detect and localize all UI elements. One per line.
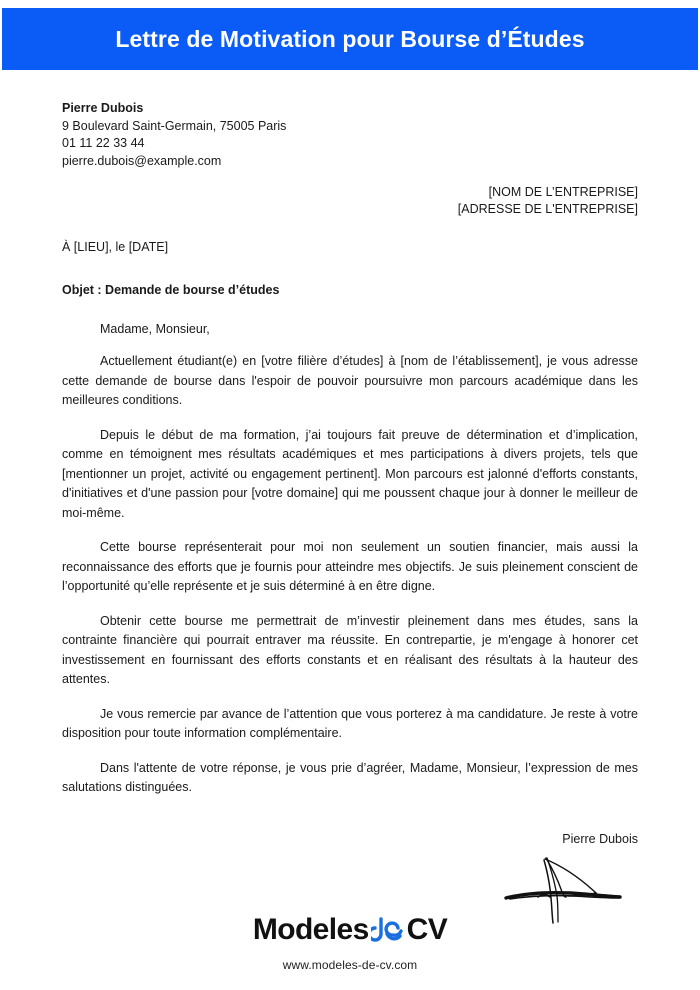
letter-page	[0, 70, 700, 927]
body-paragraph: Je vous remercie par avance de l’attention que vous porterez à ma candidature. Je reste à votre disposition pour toute information complémentaire.	[62, 706, 638, 740]
sender-address: 9 Boulevard Saint-Germain, 75005 Paris	[62, 118, 287, 133]
document-header-banner	[2, 8, 698, 70]
page-title: Lettre de Motivation pour Bourse d’Études	[115, 25, 585, 52]
sender-name: Pierre Dubois	[62, 101, 144, 115]
body-paragraph: Actuellement étudiant(e) en [votre filière d’études] à [nom de l’établissement], je vous adresse cette demande de bourse dans l'espoir de pouvoir poursuivre mon parcours académique dans les meilleures conditions.	[62, 354, 638, 407]
sender-email: pierre.dubois@example.com	[62, 153, 222, 168]
sender-phone: 01 11 22 33 44	[62, 136, 145, 150]
logo-text-modeles: Modeles	[252, 913, 369, 946]
site-logo	[0, 915, 700, 945]
recipient-company-address: [ADRESSE DE L'ENTREPRISE]	[457, 202, 638, 216]
body-paragraph: Cette bourse représenterait pour moi non seulement un soutien financier, mais aussi la reconnaissance des efforts que je fournis pour atteindre mes objectifs. Je suis pleinement conscient de l’opportunité qu’elle représente et je suis déterminé à en être digne.	[62, 540, 638, 593]
body-paragraph: Obtenir cette bourse me permettrait de m’investir pleinement dans mes études, sans la contrainte financière qui pourrait entraver ma réussite. En contrepartie, je m'engage à honorer cet investissement en fournissant des efforts constants et en réalisant des résultats à la hauteur des attentes.	[62, 613, 638, 686]
salutation: Madame, Monsieur,	[100, 322, 210, 336]
handwritten-signature-icon	[500, 852, 630, 924]
recipient-company-name: [NOM DE L’ENTREPRISE]	[488, 185, 638, 199]
recipient-block	[62, 184, 638, 218]
body-paragraph: Dans l'attente de votre réponse, je vous prie d’agréer, Madame, Monsieur, l’expression de mes salutations distinguées.	[62, 760, 638, 794]
footer	[0, 915, 700, 972]
logo-text-cv: CV	[406, 913, 448, 946]
sender-block	[62, 100, 638, 170]
signature-name: Pierre Dubois	[562, 831, 638, 846]
letter-content	[62, 100, 638, 927]
body-paragraph: Depuis le début de ma formation, j’ai toujours fait preuve de détermination et d’implication, comme en témoignent mes résultats académiques et mes participations à divers projets, tels que [mentionner un projet, activité ou engagement pertinent]. Mon parcours est jalonné d'efforts constants, d'initiatives et d'une passion pour [votre domaine] qui me poussent chaque jour à donner le meilleur de moi-même.	[62, 427, 638, 520]
logo-de-icon	[371, 915, 405, 945]
footer-website-url: www.modeles-de-cv.com	[282, 958, 418, 972]
subject-line: Objet : Demande de bourse d’études	[62, 283, 280, 297]
date-line: À [LIEU], le [DATE]	[62, 240, 169, 254]
